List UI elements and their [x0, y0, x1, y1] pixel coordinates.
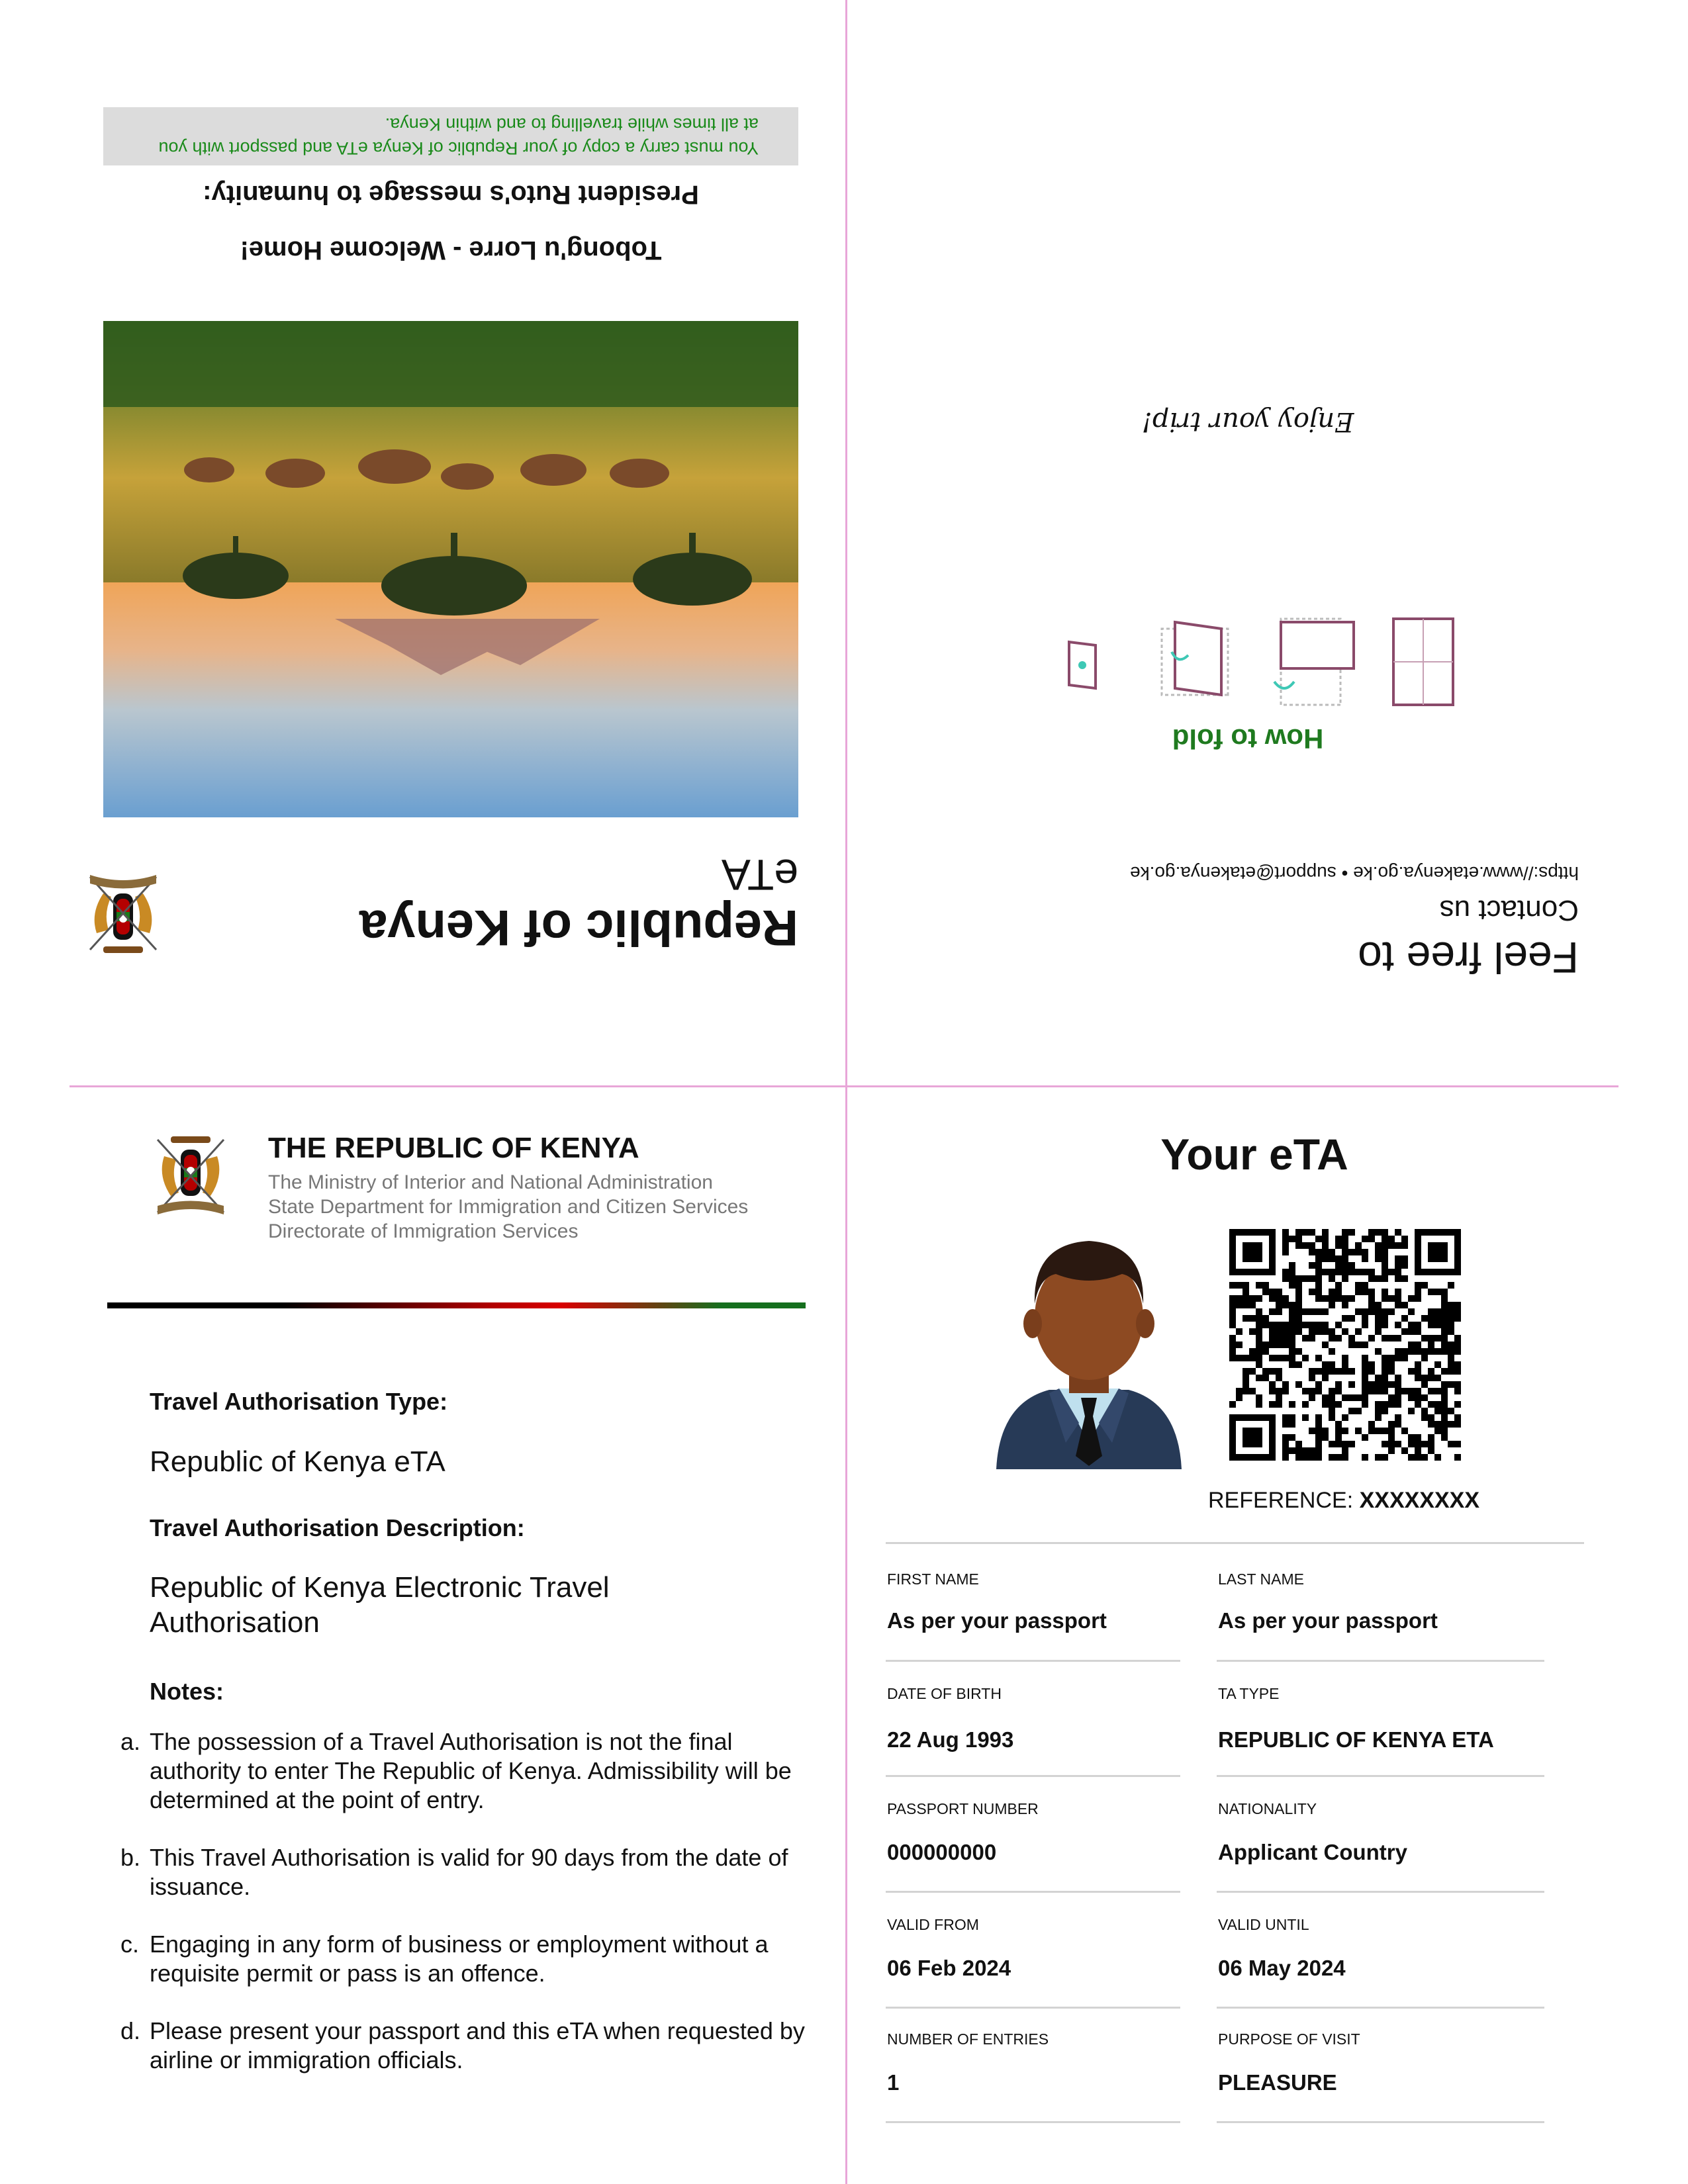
last-name-label: LAST NAME — [1218, 1570, 1304, 1588]
message-title-line: Tobong'u Lorre - Welcome Home! — [240, 236, 662, 265]
back-cover-panel — [851, 93, 1618, 1019]
note-text: This Travel Authorisation is valid for 90 days from the date of issuance. — [150, 1844, 788, 1900]
note-text: The possession of a Travel Authorisation is not the final authority to enter The Republic of Kenya. Admissibility will be determined at the point of entry. — [150, 1728, 792, 1813]
passport-number-value: 000000000 — [887, 1840, 997, 1864]
front-cover-panel — [70, 93, 838, 1019]
first-name-label: FIRST NAME — [887, 1570, 979, 1588]
kenya-coat-of-arms-icon — [77, 860, 169, 960]
valid-from-value: 06 Feb 2024 — [887, 1956, 1011, 1980]
field-divider — [886, 1775, 1180, 1777]
fold-step-2-icon — [1274, 619, 1354, 705]
fold-step-4-icon — [1069, 642, 1096, 688]
note-text: Please present your passport and this eTA when requested by airline or immigration officials. — [150, 2017, 805, 2073]
note-item — [106, 1843, 821, 1901]
note-marker: a. — [120, 1728, 141, 1755]
first-name-value: As per your passport — [887, 1608, 1107, 1633]
passport-number-label: PASSPORT NUMBER — [887, 1800, 1039, 1817]
field-divider — [886, 1891, 1180, 1893]
last-name-value: As per your passport — [1218, 1608, 1438, 1633]
message-title — [103, 167, 798, 278]
note-marker: d. — [120, 2017, 141, 2044]
ta-description-label: Travel Authorisation Description: — [150, 1514, 525, 1541]
field-divider — [886, 1660, 1180, 1662]
reference-label: REFERENCE: — [1208, 1488, 1354, 1513]
purpose-value: PLEASURE — [1218, 2070, 1337, 2095]
ta-description-value: Republic of Kenya Electronic Travel Authorisation — [150, 1571, 610, 1639]
valid-until-value: 06 May 2024 — [1218, 1956, 1346, 1980]
field-divider — [1217, 1660, 1544, 1662]
republic-heading: Republic of Kenya — [359, 899, 798, 956]
how-to-fold-heading: How to fold — [1172, 723, 1324, 754]
eta-heading: eTA — [721, 850, 798, 899]
field-divider — [886, 2121, 1180, 2123]
fold-step-1-icon — [1393, 619, 1453, 705]
notes-label: Notes: — [150, 1678, 224, 1705]
fold-guide-vertical — [845, 0, 847, 2184]
field-divider — [1217, 2121, 1544, 2123]
valid-until-label: VALID UNTIL — [1218, 1916, 1309, 1933]
qr-code — [1229, 1229, 1461, 1461]
purpose-label: PURPOSE OF VISIT — [1218, 2030, 1360, 2048]
header-ministries — [268, 1170, 748, 1244]
applicant-avatar-icon — [996, 1224, 1182, 1469]
department-line: State Department for Immigration and Citizen Services — [268, 1196, 749, 1218]
ta-type-label: Travel Authorisation Type: — [150, 1388, 448, 1415]
contact-url: https://www.etakenya.go.ke • support@etakenya.go.ke — [1130, 863, 1579, 884]
nationality-label: NATIONALITY — [1218, 1800, 1317, 1817]
note-marker: b. — [120, 1844, 141, 1871]
note-item — [106, 1727, 821, 1815]
reference-value: XXXXXXXX — [1359, 1488, 1480, 1513]
directorate-line: Directorate of Immigration Services — [268, 1220, 579, 1242]
fold-steps — [1029, 615, 1466, 708]
entries-value: 1 — [887, 2070, 900, 2095]
notes-list — [106, 1727, 821, 2103]
ta-type-field-value: REPUBLIC OF KENYA ETA — [1218, 1727, 1494, 1752]
ta-type-value: Republic of Kenya eTA — [150, 1445, 445, 1478]
note-item — [106, 2017, 821, 2075]
reference-divider — [886, 1542, 1584, 1544]
field-divider — [886, 2007, 1180, 2009]
note-marker: c. — [120, 1931, 140, 1958]
fold-step-3-icon — [1162, 622, 1228, 695]
field-divider — [1217, 2007, 1544, 2009]
note-item — [106, 1930, 821, 1988]
dob-label: DATE OF BIRTH — [887, 1685, 1002, 1702]
field-divider — [1217, 1891, 1544, 1893]
ministry-line: The Ministry of Interior and National Administration — [268, 1171, 713, 1193]
enjoy-trip-text: Enjoy your trip! — [1141, 406, 1354, 437]
fold-guide-horizontal — [70, 1085, 1618, 1087]
header-title: THE REPUBLIC OF KENYA — [268, 1132, 639, 1164]
carry-notice: You must carry a copy of your Republic of Kenya eTA and passport with you at all times while travelling to and within Kenya. — [103, 107, 798, 165]
note-text: Engaging in any form of business or employment without a requisite permit or pass is an offence. — [150, 1931, 769, 1987]
message-subtitle-line: President Ruto's message to humanity: — [203, 180, 699, 209]
flag-color-bar — [107, 1302, 806, 1308]
dob-value: 22 Aug 1993 — [887, 1727, 1014, 1752]
contact-us-text: Contact us — [1439, 894, 1579, 927]
feel-free-text: Feel free to — [1358, 933, 1579, 982]
entries-label: NUMBER OF ENTRIES — [887, 2030, 1049, 2048]
nationality-value: Applicant Country — [1218, 1840, 1407, 1864]
savanna-landscape-photo — [103, 321, 798, 817]
ta-type-field-label: TA TYPE — [1218, 1685, 1280, 1702]
field-divider — [1217, 1775, 1544, 1777]
valid-from-label: VALID FROM — [887, 1916, 979, 1933]
reference-line — [1208, 1488, 1479, 1514]
kenya-coat-of-arms-icon — [144, 1130, 237, 1222]
your-eta-title: Your eTA — [1160, 1130, 1348, 1179]
